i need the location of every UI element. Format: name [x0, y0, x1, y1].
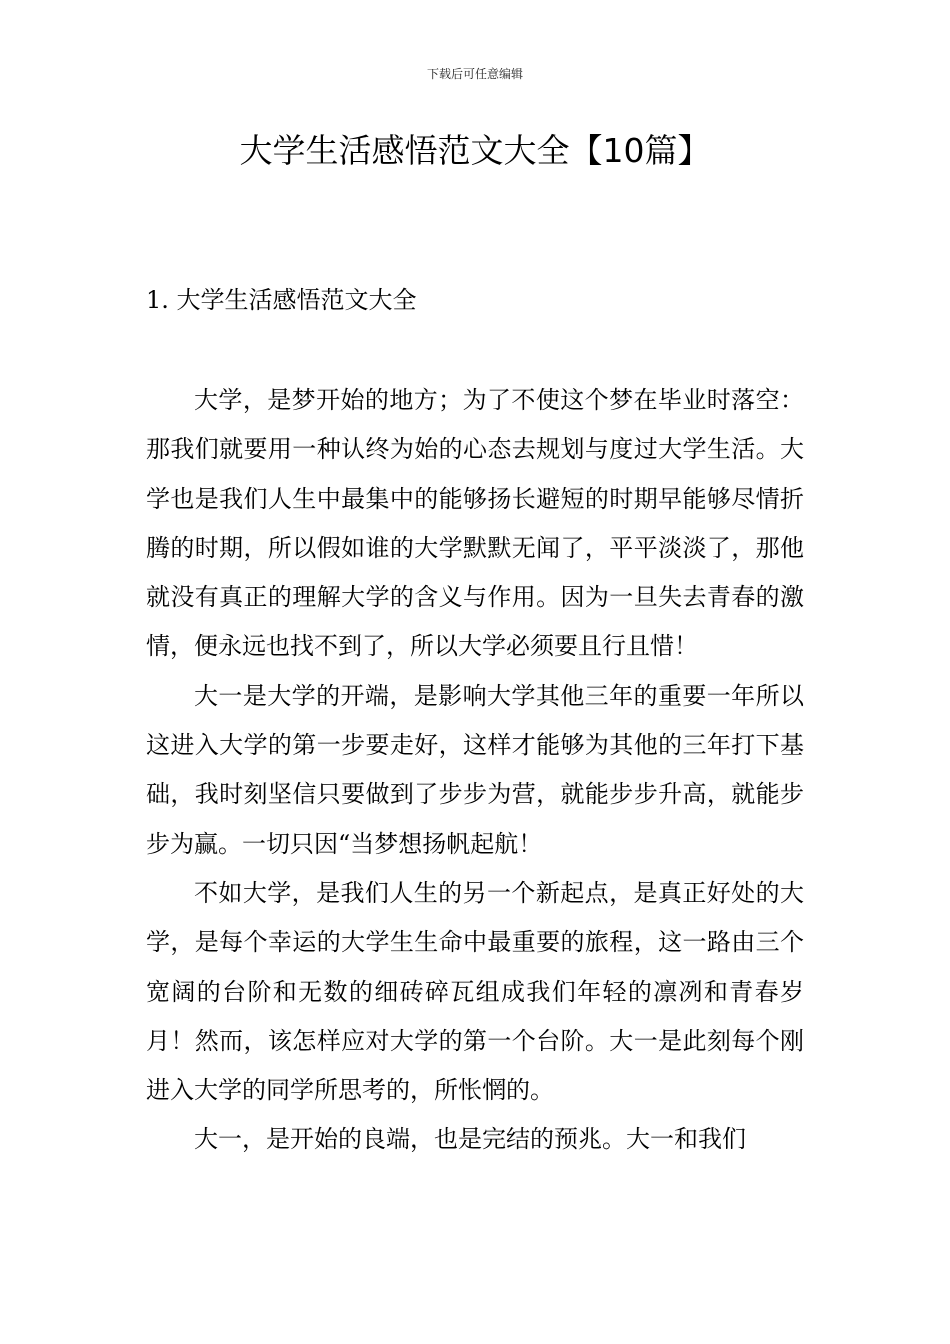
paragraph: 不如大学，是我们人生的另一个新起点，是真正好处的大学，是每个幸运的大学生生命中最重要的旅程，这一路由三个宽阔的台阶和无数的细砖碎瓦组成我们年轻的凛冽和青春岁月！然而，该怎样应对大学的第一个台阶。大一是此刻每个刚进入大学的同学所思考的，所怅惘的。	[146, 878, 804, 1105]
document-title: 大学生活感悟范文大全【10篇】	[239, 131, 711, 170]
paragraph: 大一是大学的开端，是影响大学其他三年的重要一年所以这进入大学的第一步要走好，这样才能够为其他的三年打下基础，我时刻坚信只要做到了步步为营，就能步步升高，就能步步为赢。一切只因“当梦想扬帆起航！	[146, 681, 804, 858]
paragraph: 大一，是开始的良端，也是完结的预兆。大一和我们	[194, 1125, 746, 1154]
paragraph: 大学，是梦开始的地方；为了不使这个梦在毕业时落空：那我们就要用一种认终为始的心态去规划与度过大学生活。大学也是我们人生中最集中的能够扬长避短的时期早能够尽情折腾的时期，所以假如谁的大学默默无闻了，平平淡淡了，那他就没有真正的理解大学的含义与作用。因为一旦失去青春的激情，便永远也找不到了，所以大学必须要且行且惜！	[146, 386, 804, 661]
section-heading: 1. 大学生活感悟范文大全	[146, 286, 417, 314]
body-text	[146, 376, 804, 1165]
header-note: 下载后可任意编辑	[426, 67, 523, 81]
